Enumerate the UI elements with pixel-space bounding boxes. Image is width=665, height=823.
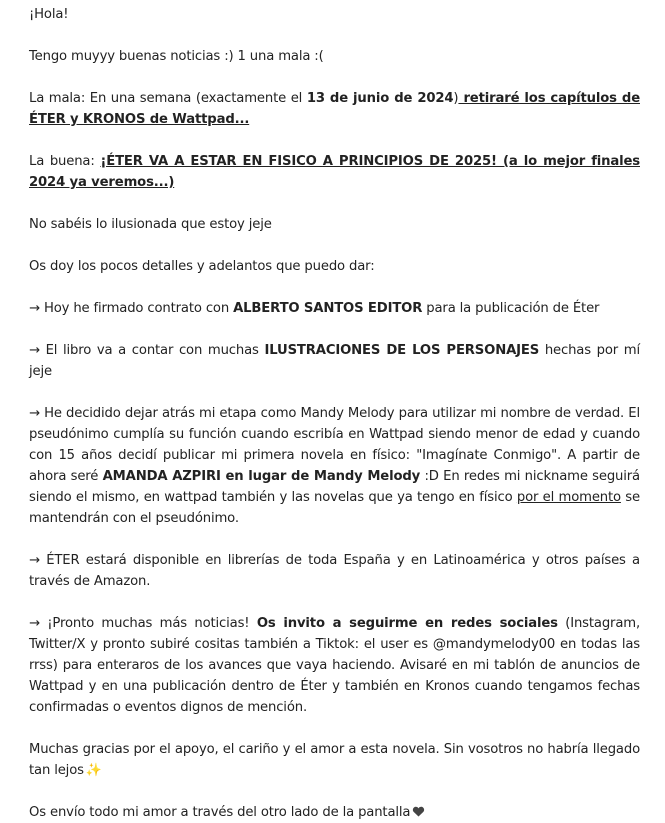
thanks-line: [29, 739, 640, 781]
pen-name-mid: :D En redes mi nickname seguirá siendo el mismo, en wattpad también y las novelas que ya tengo en físico: [29, 469, 640, 505]
bad-news-close: ): [453, 91, 459, 106]
publisher-name: ALBERTO SANTOS EDITOR: [233, 301, 423, 316]
bad-news-statement: retiraré los capítulos de ÉTER y KRONOS de Wattpad...: [29, 91, 640, 127]
illustrations-item: [29, 340, 640, 382]
greeting: [29, 4, 640, 25]
for-now-underlined: por el momento: [516, 490, 621, 505]
social-post: (Instagram, Twitter/X y pronto subiré cositas también a Tiktok: el user es @mandymelody00 en todas las rrss) para enteraros de los avances que vaya haciendo. Avisaré en mi tablón de anuncios de Wattpad y en una publicación dentro de Éter y también en Kronos cuando tengamos fechas confirmadas o eventos dignos de mención.: [29, 616, 640, 715]
good-news-statement: ¡ÉTER VA A ESTAR EN FISICO A PRINCIPIOS DE 2025! (a lo mejor finales 2024 ya veremos...): [29, 154, 640, 190]
good-news-label: La buena:: [29, 154, 101, 169]
pen-name-item: [29, 403, 640, 529]
pen-name-pre: → He decidido dejar atrás mi etapa como Mandy Melody para utilizar mi nombre de verdad. El pseudónimo cumplía su función cuando escribía en Wattpad siendo menor de edad y cuando con 15 años decidí publicar mi primera novela en físico: "Imagínate Conmigo". A partir de ahora seré: [29, 406, 640, 484]
excited-text: No sabéis lo ilusionada que estoy jeje: [29, 217, 272, 232]
excited-line: [29, 214, 640, 235]
social-bold: Os invito a seguirme en redes sociales: [256, 616, 558, 631]
pen-name-post: se mantendrán con el pseudónimo.: [29, 490, 640, 526]
real-name-bold: AMANDA AZPIRI en lugar de Mandy Melody: [102, 469, 421, 484]
illustrations-pre: → El libro va a contar con muchas: [29, 343, 265, 358]
social-item: [29, 613, 640, 718]
bad-news-date: 13 de junio de 2024: [306, 91, 454, 106]
contract-post: para la publicación de Éter: [422, 301, 600, 316]
availability-item: [29, 550, 640, 592]
good-news-paragraph: [29, 151, 640, 193]
sparkles-icon: ✨: [85, 763, 102, 778]
social-pre: → ¡Pronto muchas más noticias!: [29, 616, 257, 631]
news-line: [29, 46, 640, 67]
illustrations-bold: ILUSTRACIONES DE LOS PERSONAJES: [264, 343, 540, 358]
details-intro: [29, 256, 640, 277]
news-text: Tengo muyyy buenas noticias :) 1 una mala :(: [29, 49, 324, 64]
thanks-text: Muchas gracias por el apoyo, el cariño y el amor a esta novela. Sin vosotros no habría llegado tan lejos: [29, 742, 640, 778]
grey-heart-icon: [412, 805, 425, 818]
contract-pre: → Hoy he firmado contrato con: [29, 301, 234, 316]
details-intro-text: Os doy los pocos detalles y adelantos que puedo dar:: [29, 259, 375, 274]
bad-news-label: La mala: En una semana (exactamente el: [29, 91, 307, 106]
document-body: [29, 4, 640, 823]
illustrations-post: hechas por mí jeje: [29, 343, 640, 379]
bad-news-paragraph: [29, 88, 640, 130]
availability-text: → ÉTER estará disponible en librerías de toda España y en Latinoamérica y otros países a través de Amazon.: [29, 553, 640, 589]
love-line: [29, 802, 640, 823]
greeting-text: ¡Hola!: [29, 7, 69, 22]
love-text: Os envío todo mi amor a través del otro lado de la pantalla: [29, 805, 411, 820]
contract-item: [29, 298, 640, 319]
